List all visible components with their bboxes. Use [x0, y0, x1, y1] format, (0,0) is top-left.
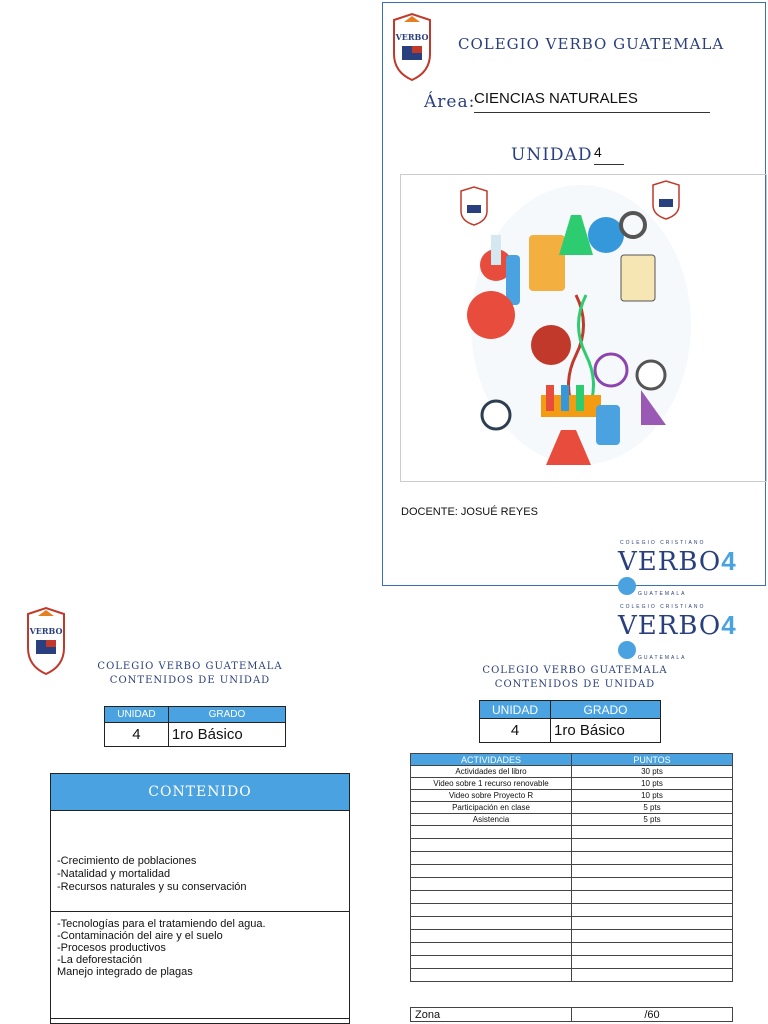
right-h-unidad: UNIDAD: [480, 701, 551, 719]
unidad-line: [594, 144, 624, 165]
logo-sub-text: GUATEMALA: [638, 591, 687, 598]
logo-sub-text: GUATEMALA: [638, 655, 687, 662]
table-row-empty: [411, 956, 733, 969]
contenido-line: -Contaminación del aire y el suelo: [57, 930, 223, 942]
table-row: [411, 814, 733, 826]
contenido-block-1: [51, 811, 349, 912]
table-row: [411, 778, 733, 790]
act-pts: 5 pts: [572, 814, 733, 826]
contenido-line: Manejo integrado de plagas: [57, 966, 193, 978]
table-row-empty: [411, 839, 733, 852]
table-row: [411, 766, 733, 778]
contenido-line: -La deforestación: [57, 954, 142, 966]
contenido-line: -Natalidad y mortalidad: [57, 868, 171, 880]
table-row-empty: [411, 878, 733, 891]
contenido-line: -Recursos naturales y su conservación: [57, 881, 247, 893]
area-line: [474, 90, 710, 113]
svg-text:VERBO: VERBO: [395, 32, 429, 42]
right-v-grado: 1ro Básico: [551, 719, 661, 743]
logo-small-text: COLEGIO CRISTIANO: [620, 540, 706, 546]
right-v-unidad: 4: [480, 719, 551, 743]
act-pts: 10 pts: [572, 790, 733, 802]
left-v-grado: 1ro Básico: [168, 723, 285, 747]
act-h-puntos: PUNTOS: [572, 754, 733, 766]
act-h-actividades: ACTIVIDADES: [411, 754, 572, 766]
table-row: [411, 802, 733, 814]
right-header: [445, 664, 705, 692]
unidad-value: 4: [594, 144, 602, 160]
table-row-empty: [411, 917, 733, 930]
science-illustration: [400, 174, 767, 482]
verbo-40-logo: [618, 540, 758, 598]
right-h-grado: GRADO: [551, 701, 661, 719]
zona-table: [410, 1007, 733, 1022]
table-row-empty: [411, 865, 733, 878]
logo-num-text: 4: [721, 546, 736, 576]
table-row-empty: [411, 826, 733, 839]
left-title-2: CONTENIDOS DE UNIDAD: [109, 675, 271, 686]
act-name: Asistencia: [411, 814, 572, 826]
area-label: Área:: [424, 92, 476, 112]
logo-verbo-text: VERBO: [618, 547, 722, 577]
left-unidad-grado-table: [104, 706, 286, 747]
logo-zero-icon: [618, 577, 636, 595]
logo-verbo-text: VERBO: [618, 611, 722, 641]
right-title-1: COLEGIO VERBO GUATEMALA: [482, 665, 668, 676]
contenido-box: [50, 773, 350, 1024]
logo-zero-icon: [618, 641, 636, 659]
table-row-empty: [411, 943, 733, 956]
lab-equipment-image: [401, 175, 766, 481]
table-row-empty: [411, 904, 733, 917]
table-row-empty: [411, 969, 733, 982]
docente-text: DOCENTE: JOSUÉ REYES: [401, 506, 538, 518]
contenido-line: -Procesos productivos: [57, 942, 166, 954]
table-row-empty: [411, 930, 733, 943]
unidad-label: UNIDAD: [511, 145, 593, 165]
verbo-40-logo: [618, 604, 758, 662]
act-name: Actividades del libro: [411, 766, 572, 778]
right-unidad-grado-table: [479, 700, 661, 743]
left-header: [60, 660, 320, 688]
table-row-empty: [411, 852, 733, 865]
act-name: Video sobre Proyecto R: [411, 790, 572, 802]
zona-label: Zona: [411, 1008, 572, 1022]
crest-icon: [653, 181, 679, 219]
area-value: CIENCIAS NATURALES: [474, 90, 638, 107]
act-pts: 10 pts: [572, 778, 733, 790]
empty-rows: [411, 826, 733, 982]
table-row-empty: [411, 891, 733, 904]
table-row: [411, 790, 733, 802]
left-v-unidad: 4: [105, 723, 169, 747]
act-pts: 30 pts: [572, 766, 733, 778]
act-pts: 5 pts: [572, 802, 733, 814]
left-h-unidad: UNIDAD: [105, 707, 169, 723]
act-name: Video sobre 1 recurso renovable: [411, 778, 572, 790]
crest-icon: [390, 10, 434, 82]
contenido-block-2: [51, 912, 349, 1019]
right-title-2: CONTENIDOS DE UNIDAD: [494, 679, 656, 690]
logo-num-text: 4: [721, 610, 736, 640]
left-h-grado: GRADO: [168, 707, 285, 723]
zona-value: /60: [572, 1008, 733, 1022]
left-title-1: COLEGIO VERBO GUATEMALA: [97, 661, 283, 672]
contenido-line: -Crecimiento de poblaciones: [57, 855, 197, 867]
act-name: Participación en clase: [411, 802, 572, 814]
contenido-line: -Tecnologías para el tratamiendo del agua.: [57, 918, 266, 930]
cover-school-title: COLEGIO VERBO GUATEMALA: [458, 35, 725, 53]
contenido-header: CONTENIDO: [51, 774, 349, 811]
logo-small-text: COLEGIO CRISTIANO: [620, 604, 706, 610]
crest-icon: [461, 187, 487, 225]
svg-text:VERBO: VERBO: [29, 626, 63, 636]
actividades-table: [410, 753, 733, 982]
